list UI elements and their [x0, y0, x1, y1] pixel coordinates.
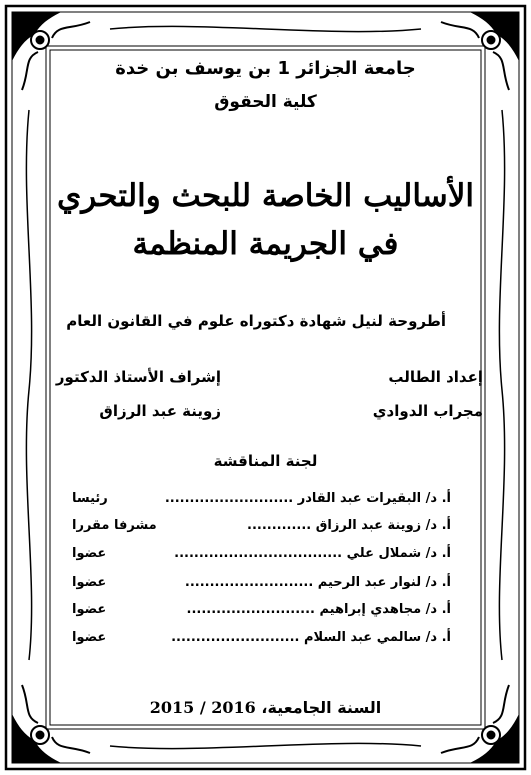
preparation-label: إعداد الطالب: [388, 368, 483, 386]
supervisor-name: زوينة عبد الرزاق: [99, 402, 221, 420]
student-name: مجراب الدوادي: [372, 402, 483, 420]
committee-member: أ. د/ شملال علي ..................................: [174, 546, 451, 561]
committee-role: عضوا: [72, 546, 107, 561]
committee-member: أ. د/ زوينة عبد الرزاق .............: [247, 518, 451, 533]
committee-title: لجنة المناقشة: [213, 452, 318, 470]
academic-year-label: السنة الجامعية،: [261, 698, 382, 717]
thesis-title-line-1: الأساليب الخاصة للبحث والتحري: [56, 178, 475, 214]
committee-member: أ. د/ سالمي عبد السلام ..........................: [171, 630, 451, 645]
supervision-label: إشراف الأستاذ الدكتور: [55, 368, 221, 386]
committee-member: أ. د/ البقيرات عبد القادر ..........................: [164, 491, 451, 506]
committee-role: عضوا: [72, 630, 107, 645]
committee-member: أ. د/ لنوار عبد الرحيم ..........................: [184, 575, 451, 590]
committee-member: أ. د/ مجاهدي إبراهيم ..........................: [186, 602, 451, 617]
academic-year: [0, 698, 531, 717]
committee-role: عضوا: [72, 602, 107, 617]
committee-role: عضوا: [72, 575, 107, 590]
academic-year-value: 2015 / 2016: [149, 698, 256, 717]
committee-role: رئيسا: [72, 491, 108, 506]
committee-role: مشرفا مقررا: [72, 518, 157, 533]
thesis-title-line-2: في الجريمة المنظمة: [132, 226, 399, 262]
thesis-statement: أطروحة لنيل شهادة دكتوراه علوم في القانون العام: [66, 312, 446, 330]
faculty-name: كلية الحقوق: [214, 92, 317, 112]
university-name: جامعة الجزائر 1 بن يوسف بن خدة: [115, 58, 416, 79]
